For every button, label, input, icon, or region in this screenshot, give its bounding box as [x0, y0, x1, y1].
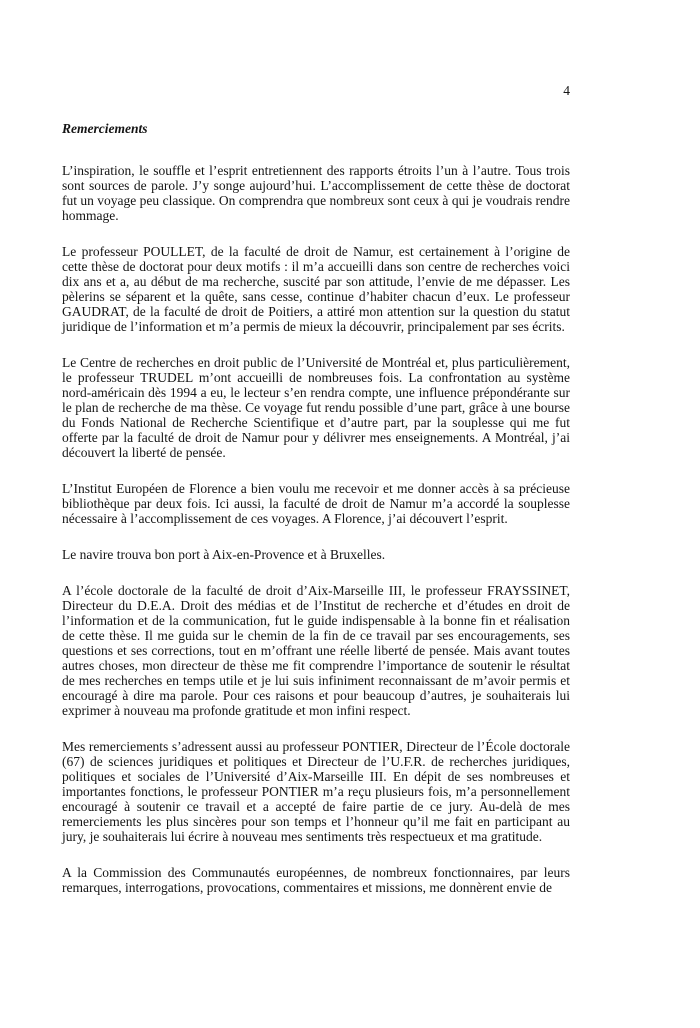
section-title: Remerciements	[62, 121, 148, 136]
page-number: 4	[563, 83, 570, 98]
paragraph-commission: A la Commission des Communautés européennes, de nombreux fonctionnaires, par leurs remarques, interrogations, provocations, commentaires et missions, me donnèrent envie de	[62, 865, 570, 895]
paragraph-navire: Le navire trouva bon port à Aix-en-Provence et à Bruxelles.	[62, 547, 386, 562]
paragraph-intro: L’inspiration, le souffle et l’esprit entretiennent des rapports étroits l’un à l’autre. Tous trois sont sources de parole. J’y songe aujourd’hui. L’accomplissement de cette thèse de doctorat fut un voyage peu classique. On comprendra que nombreux sont ceux à qui je voudrais rendre hommage.	[62, 163, 570, 223]
paragraph-florence: L’Institut Européen de Florence a bien voulu me recevoir et me donner accès à sa précieuse bibliothèque par deux fois. Ici aussi, la faculté de droit de Namur m’a accordé la souplesse nécessaire à l’accomplissement de ces voyages. A Florence, j’ai découvert l’esprit.	[62, 481, 570, 526]
page-content	[62, 121, 570, 916]
paragraph-frayssinet: A l’école doctorale de la faculté de droit d’Aix-Marseille III, le professeur FRAYSSINET, Directeur du D.E.A. Droit des médias et de l’Institut de recherche et d’études en droit de l’information et de la communication, fut le guide indispensable à la bonne fin et réalisation de cette thèse. Il me guida sur le chemin de la fin de ce travail par ses encouragements, ses questions et ses corrections, tout en m’offrant une réelle liberté de pensée. Mais avant toutes autres choses, mon directeur de thèse me fit comprendre l’importance de soutenir le résultat de mes recherches en temps utile et je lui suis infiniment reconnaissant de m’avoir permis et encouragé à dire ma parole. Pour ces raisons et pour beaucoup d’autres, je souhaiterais lui exprimer à nouveau ma profonde gratitude et mon infini respect.	[62, 583, 570, 718]
paragraph-montreal-trudel: Le Centre de recherches en droit public de l’Université de Montréal et, plus particulièrement, le professeur TRUDEL m’ont accueilli de nombreuses fois. La confrontation au système nord-américain dès 1994 a eu, le lecteur s’en rendra compte, une influence prépondérante sur le plan de recherche de ma thèse. Ce voyage fut rendu possible d’une part, grâce à une bourse du Fonds National de Recherche Scientifique et d’autre part, par la souplesse qui me fut offerte par la faculté de droit de Namur pour y délivrer mes enseignements. A Montréal, j’ai découvert la liberté de pensée.	[62, 355, 570, 460]
paragraph-pontier: Mes remerciements s’adressent aussi au professeur PONTIER, Directeur de l’École doctorale (67) de sciences juridiques et politiques et Directeur de l’U.F.R. de recherches juridiques, politiques et sociales de l’Université d’Aix-Marseille III. En dépit de ses nombreuses et importantes fonctions, le professeur PONTIER m’a reçu plusieurs fois, m’a personnellement encouragé à soutenir ce travail et a accepté de faire partie de ce jury. Au-delà de mes remerciements les plus sincères pour son temps et l’honneur qu’il me fait en participant au jury, je souhaiterais lui écrire à nouveau mes sentiments très respectueux et ma gratitude.	[62, 739, 570, 844]
paragraph-poullet-gaudrat: Le professeur POULLET, de la faculté de droit de Namur, est certainement à l’origine de cette thèse de doctorat pour deux motifs : il m’a accueilli dans son centre de recherches voici dix ans et a, au début de ma recherche, suscité par son attitude, l’envie de me dépasser. Les pèlerins se séparent et la quête, sans cesse, continue d’habiter chacun d’eux. Le professeur GAUDRAT, de la faculté de droit de Poitiers, a attiré mon attention sur la question du statut juridique de l’information et m’a permis de mieux la découvrir, principalement par ses écrits.	[62, 244, 570, 334]
